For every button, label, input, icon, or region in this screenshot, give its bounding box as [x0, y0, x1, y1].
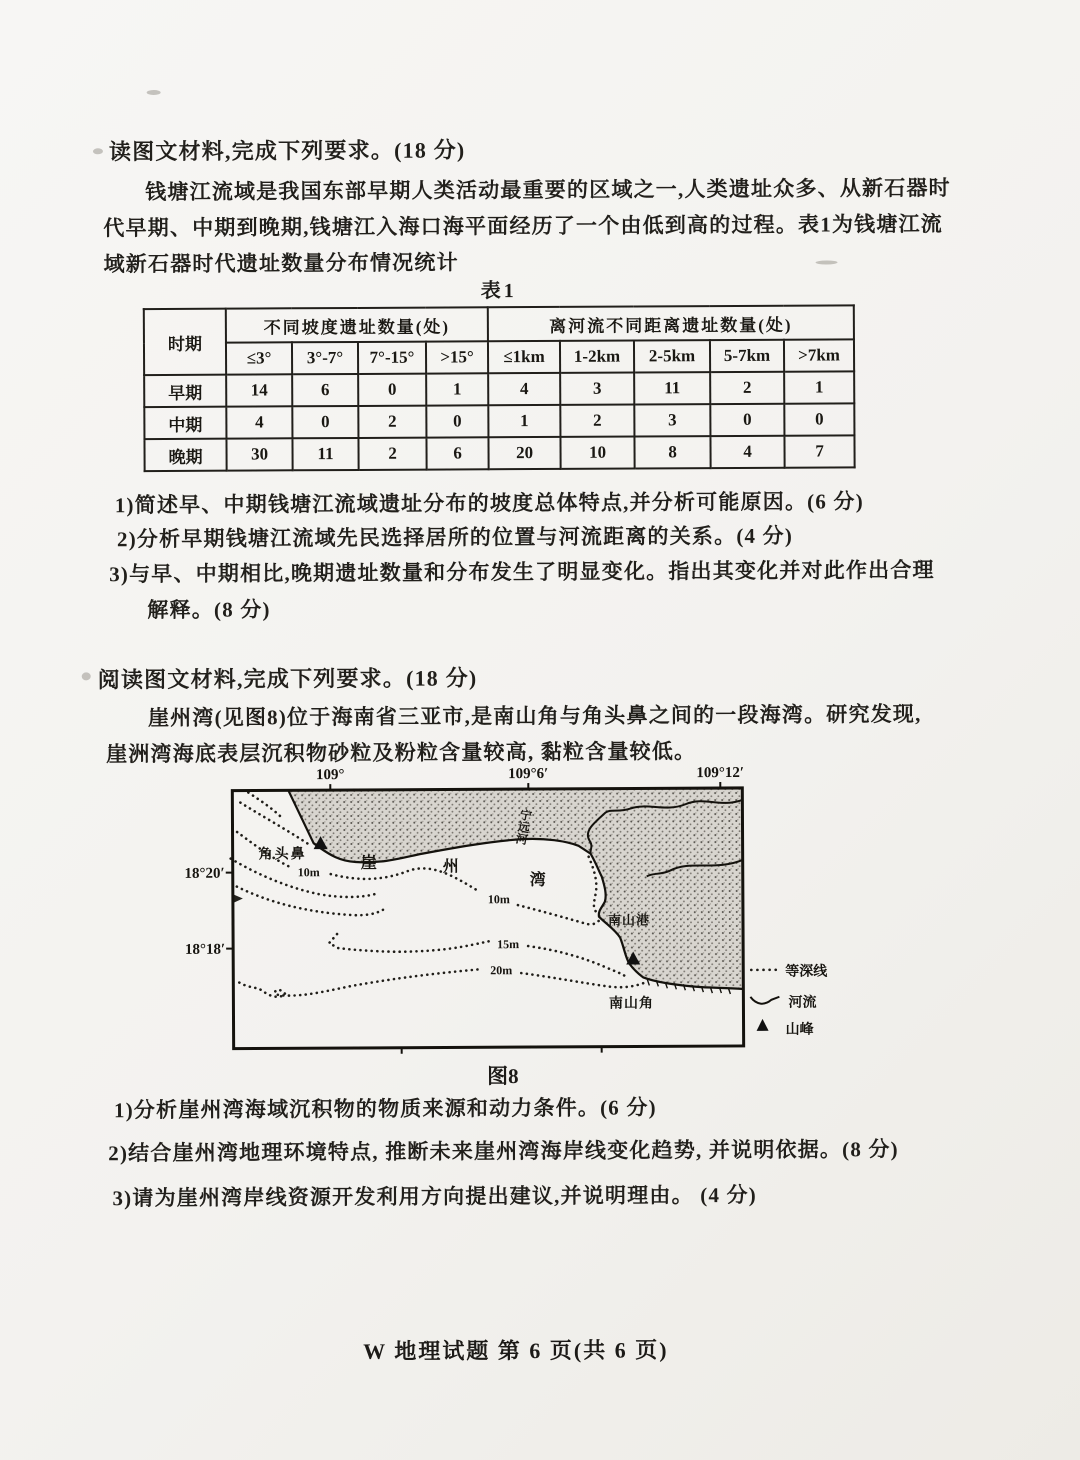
value-cell: 4 — [488, 373, 560, 405]
latitude-label: 18°20′ — [184, 865, 225, 882]
table-row — [144, 403, 854, 439]
value-cell: 6 — [292, 374, 358, 406]
legend-label: 河流 — [788, 995, 817, 1011]
yazhou-bay-map — [160, 755, 862, 1064]
value-cell: 2 — [560, 405, 634, 437]
value-cell: 7 — [784, 435, 854, 467]
q18-question-1: 1)简述早、中期钱塘江流域遗址分布的坡度总体特点,并分析可能原因。(6 分) — [114, 489, 864, 518]
table-subheader: >7km — [784, 339, 854, 371]
map-legend — [750, 962, 828, 1037]
value-cell: 0 — [426, 405, 488, 437]
longitude-label: 109° — [315, 767, 345, 784]
port-label: 南山港 — [607, 912, 651, 928]
value-cell: 0 — [784, 403, 854, 435]
table-subheader: 7°-15° — [358, 342, 426, 374]
mountain-legend-icon — [757, 1019, 769, 1031]
depth-label: 10m — [487, 892, 510, 907]
table-subheader: ≤1km — [488, 341, 560, 373]
table-row — [144, 435, 854, 471]
table-subheader: >15° — [426, 341, 488, 373]
scan-artifact — [816, 260, 838, 264]
value-cell: 1 — [488, 405, 560, 437]
q19-paragraph-line: 崖州湾(见图8)位于海南省三亚市,是南山角与角头鼻之间的一段海湾。研究发现, — [147, 702, 922, 731]
bay-name-char: 崖 — [360, 854, 377, 872]
depth-label: 15m — [497, 937, 520, 952]
bay-name-char: 湾 — [529, 871, 546, 890]
q18-intro: 读图文材料,完成下列要求。(18 分) — [108, 137, 466, 165]
q19-question-1: 1)分析崖州湾海域沉积物的物质来源和动力条件。(6 分) — [113, 1095, 657, 1123]
longitude-label: 109°6′ — [508, 765, 549, 783]
river-name-label: 宁远河 — [513, 807, 534, 846]
value-cell: 2 — [358, 438, 426, 470]
table-subheader-row — [144, 339, 854, 375]
scan-artifact — [93, 148, 103, 154]
scan-artifact — [82, 672, 91, 680]
q18-paragraph-line: 钱塘江流域是我国东部早期人类活动最重要的区域之一,人类遗址众多、从新石器时 — [145, 175, 951, 205]
q19-intro: 阅读图文材料,完成下列要求。(18 分) — [97, 665, 478, 693]
q18-paragraph-line: 域新石器时代遗址数量分布情况统计 — [103, 250, 459, 277]
value-cell: 20 — [488, 437, 560, 469]
q18-question-3-cont: 解释。(8 分) — [147, 597, 271, 623]
scan-artifact — [147, 90, 161, 95]
value-cell: 10 — [560, 437, 634, 469]
q18-question-2: 2)分析早期钱塘江流域先民选择居所的位置与河流距离的关系。(4 分) — [116, 523, 794, 552]
value-cell: 6 — [426, 437, 488, 469]
depth-label: 20m — [490, 963, 513, 978]
table-caption: 表1 — [480, 280, 517, 303]
sites-statistics-table — [143, 304, 856, 472]
cape-south-label: 南山角 — [608, 996, 654, 1012]
value-cell: 3 — [560, 373, 634, 405]
q19-question-2: 2)结合崖州湾地理环境特点, 推断未来崖州湾海岸线变化趋势, 并说明依据。(8 分) — [108, 1137, 899, 1166]
legend-label: 等深线 — [785, 964, 828, 980]
table-subheader: ≤3° — [226, 342, 292, 374]
value-cell: 14 — [226, 374, 292, 406]
period-cell: 晚期 — [144, 439, 226, 471]
table-subheader: 1-2km — [560, 341, 634, 373]
value-cell: 11 — [292, 438, 358, 470]
value-cell: 4 — [710, 436, 784, 468]
table-header-slope-group: 不同坡度遗址数量(处) — [226, 307, 488, 342]
table-row — [144, 371, 854, 407]
period-cell: 中期 — [144, 407, 226, 439]
west-edge-marker — [234, 895, 243, 903]
value-cell: 30 — [226, 438, 292, 470]
table-header-period: 时期 — [144, 309, 226, 375]
q18-paragraph-line: 代早期、中期到晚期,钱塘江入海口海平面经历了一个由低到高的过程。表1为钱塘江流 — [103, 211, 943, 241]
value-cell: 2 — [710, 372, 784, 404]
value-cell: 0 — [710, 404, 784, 436]
q19-paragraph-line: 崖洲湾海底表层沉积物砂粒及粉粒含量较高, 黏粒含量较低。 — [106, 739, 697, 767]
depth-label: 10m — [297, 865, 320, 880]
figure-caption: 图8 — [486, 1064, 519, 1089]
latitude-label: 18°18′ — [184, 941, 226, 958]
table-header-distance-group: 离河流不同距离遗址数量(处) — [488, 305, 854, 341]
river-legend-icon — [750, 997, 779, 1004]
value-cell: 8 — [634, 436, 710, 468]
q18-question-3: 3)与早、中期相比,晚期遗址数量和分布发生了明显变化。指出其变化并对此作出合理 — [109, 557, 935, 587]
value-cell: 1 — [784, 371, 854, 403]
value-cell: 3 — [634, 404, 710, 436]
legend-label: 山峰 — [785, 1022, 814, 1038]
value-cell: 1 — [426, 373, 488, 405]
value-cell: 4 — [226, 406, 292, 438]
longitude-label: 109°12′ — [696, 764, 745, 782]
q19-question-3: 3)请为崖州湾岸线资源开发利用方向提出建议,并说明理由。 (4 分) — [112, 1182, 758, 1211]
cape-northwest-label: 角头鼻 — [258, 847, 307, 863]
value-cell: 11 — [634, 372, 710, 404]
value-cell: 2 — [358, 406, 426, 438]
page-footer: W 地理试题 第 6 页(共 6 页) — [363, 1337, 669, 1364]
land-area — [288, 788, 743, 991]
table-subheader: 3°-7° — [292, 342, 358, 374]
table-subheader: 5-7km — [710, 340, 784, 372]
bay-name-char: 州 — [442, 858, 459, 876]
value-cell: 0 — [358, 374, 426, 406]
period-cell: 早期 — [144, 375, 226, 407]
value-cell: 0 — [292, 406, 358, 438]
table-subheader: 2-5km — [634, 340, 710, 372]
